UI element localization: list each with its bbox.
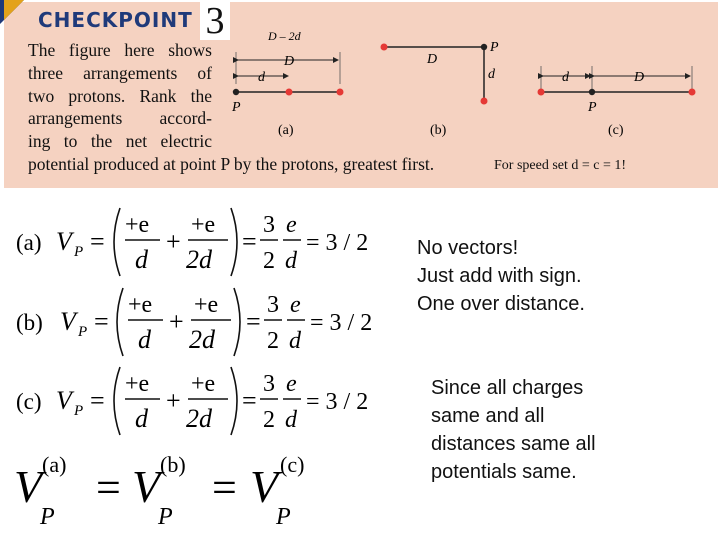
V-symbol: V [132, 461, 161, 512]
result: = 3 / 2 [310, 310, 373, 336]
arrangements-figure [226, 24, 716, 142]
denominator-2d: 2d [189, 325, 215, 354]
prompt-line: The figure here shows [28, 40, 212, 60]
note-line: Just add with sign. [417, 265, 582, 287]
d-symbol: d [285, 248, 297, 274]
d-label: d [258, 70, 265, 85]
caption-c: (c) [608, 123, 624, 138]
denominator-d: d [135, 245, 148, 274]
three: 3 [263, 371, 275, 397]
D-label: D [284, 54, 295, 69]
numerator-e: +e [125, 212, 150, 238]
equals: = [212, 463, 237, 512]
D-label: D [634, 70, 645, 85]
equation-label: (c) [16, 389, 42, 414]
equals: = [94, 307, 109, 336]
numerator-e: +e [191, 371, 216, 397]
D-label: D [427, 52, 438, 67]
equation-label: (a) [16, 230, 42, 255]
d-minus-2d-label: D – 2d [268, 29, 301, 43]
d-label: d [488, 67, 495, 82]
numerator-e: +e [194, 292, 219, 318]
V-symbol: V [56, 227, 72, 256]
note-conclusion [431, 374, 596, 486]
note-no-vectors [417, 234, 585, 318]
note-line: Since all charges [431, 377, 584, 399]
three: 3 [267, 292, 279, 318]
proton [337, 89, 344, 96]
equals: = [90, 227, 105, 256]
equals: = [246, 307, 261, 336]
denominator-d: d [138, 325, 151, 354]
P-subscript: P [40, 504, 55, 530]
plus: + [166, 227, 181, 256]
note-line: potentials same. [431, 461, 577, 483]
equals: = [90, 386, 105, 415]
checkpoint-number: 3 [200, 2, 230, 40]
point-p [233, 89, 239, 95]
arrangement-b [381, 40, 500, 138]
d-label: d [562, 70, 569, 85]
proton [689, 89, 696, 96]
superscript-a: (a) [42, 452, 67, 477]
note-line: No vectors! [417, 237, 519, 259]
P-subscript: P [74, 403, 84, 419]
proton [381, 44, 388, 51]
checkpoint-corner-icon [0, 0, 26, 26]
superscript-b: (b) [160, 452, 186, 477]
P-label: P [588, 100, 597, 115]
two: 2 [267, 328, 279, 354]
e-symbol: e [286, 371, 297, 397]
equation-b [16, 288, 372, 356]
P-subscript: P [78, 324, 88, 340]
caption-a: (a) [278, 123, 294, 138]
superscript-c: (c) [280, 452, 305, 477]
equations-block [10, 198, 410, 448]
point-p [481, 44, 487, 50]
equals: = [242, 227, 257, 256]
speed-note: For speed set d = c = 1! [494, 158, 627, 173]
numerator-e: +e [191, 212, 216, 238]
checkpoint-title: CHECKPOINT [38, 8, 193, 32]
prompt-line: two protons. Rank the [28, 85, 212, 106]
V-symbol: V [56, 386, 72, 415]
arrangement-c [538, 66, 696, 138]
prompt-line-last: potential produced at point P by the protons, greatest first. [28, 154, 435, 174]
three: 3 [263, 212, 275, 238]
plus: + [166, 386, 181, 415]
V-symbol: V [250, 461, 279, 512]
note-line: One over distance. [417, 293, 585, 315]
note-line: same and all [431, 405, 545, 427]
two: 2 [263, 248, 275, 274]
P-label: P [490, 40, 499, 55]
result: = 3 / 2 [306, 230, 369, 256]
prompt-line: three arrangements of [28, 62, 212, 83]
plus: + [169, 307, 184, 336]
prompt-line: ing to the net electric [28, 131, 212, 152]
point-p [589, 89, 595, 95]
denominator-2d: 2d [186, 245, 212, 274]
numerator-e: +e [128, 292, 153, 318]
proton [481, 98, 488, 105]
P-subscript: P [74, 244, 84, 260]
d-symbol: d [289, 328, 301, 354]
P-subscript: P [276, 504, 291, 530]
caption-b: (b) [430, 123, 447, 138]
P-label: P [232, 100, 241, 115]
V-symbol: V [14, 461, 43, 512]
equals: = [242, 386, 257, 415]
e-symbol: e [290, 292, 301, 318]
P-subscript: P [158, 504, 173, 530]
two: 2 [263, 407, 275, 433]
final-equality [10, 452, 340, 532]
numerator-e: +e [125, 371, 150, 397]
equation-c [16, 367, 368, 435]
equals: = [96, 463, 121, 512]
e-symbol: e [286, 212, 297, 238]
arrangement-a [231, 29, 344, 138]
checkpoint-prompt [28, 39, 212, 153]
proton [538, 89, 545, 96]
equation-label: (b) [16, 310, 43, 335]
equation-a [16, 208, 368, 276]
prompt-line: arrangements accord- [28, 108, 212, 129]
denominator-d: d [135, 404, 148, 433]
proton [286, 89, 293, 96]
result: = 3 / 2 [306, 389, 369, 415]
note-line: distances same all [431, 433, 596, 455]
d-symbol: d [285, 407, 297, 433]
V-symbol: V [60, 307, 76, 336]
denominator-2d: 2d [186, 404, 212, 433]
